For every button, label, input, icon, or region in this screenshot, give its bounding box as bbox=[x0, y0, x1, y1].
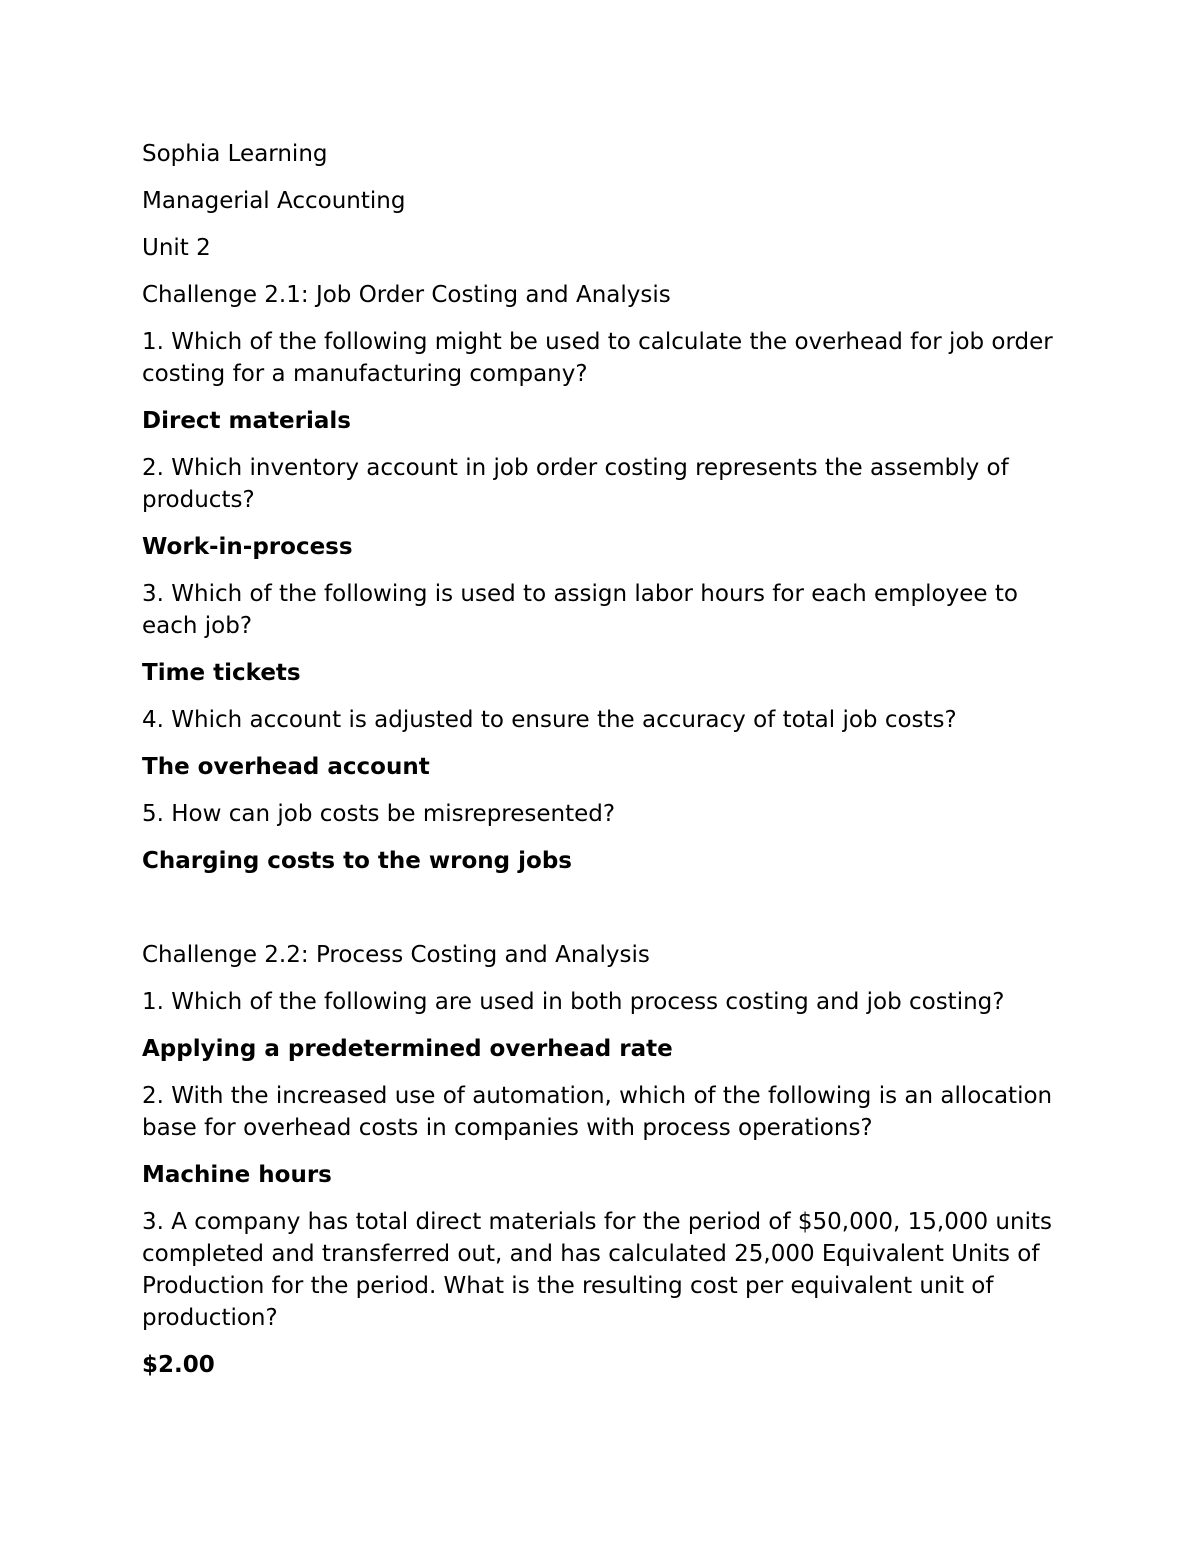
challenge-2-2-title: Challenge 2.2: Process Costing and Analysis bbox=[142, 942, 650, 968]
challenge-2-1-title: Challenge 2.1: Job Order Costing and Analysis bbox=[142, 282, 671, 308]
question-text: 4. Which account is adjusted to ensure the accuracy of total job costs? bbox=[142, 707, 957, 733]
question-text: 3. Which of the following is used to assign labor hours for each employee to each job? bbox=[142, 581, 1018, 639]
answer-text: Work-in-process bbox=[142, 534, 353, 560]
question-text: 1. Which of the following are used in both process costing and job costing? bbox=[142, 989, 1005, 1015]
question-text: 1. Which of the following might be used to calculate the overhead for job order costing for a manufacturing company? bbox=[142, 329, 1053, 387]
answer-text: Time tickets bbox=[142, 660, 301, 686]
unit-label: Unit 2 bbox=[142, 235, 211, 261]
answer-text: $2.00 bbox=[142, 1352, 215, 1378]
document-page bbox=[142, 138, 1062, 1396]
answer-text: The overhead account bbox=[142, 754, 430, 780]
question-text: 5. How can job costs be misrepresented? bbox=[142, 801, 616, 827]
answer-text: Applying a predetermined overhead rate bbox=[142, 1036, 673, 1062]
question-text: 2. With the increased use of automation, which of the following is an allocation base for overhead costs in companies with process operations? bbox=[142, 1083, 1053, 1141]
section-spacer bbox=[142, 892, 1062, 939]
question-text: 2. Which inventory account in job order costing represents the assembly of products? bbox=[142, 455, 1009, 513]
course-name: Managerial Accounting bbox=[142, 188, 406, 214]
answer-text: Machine hours bbox=[142, 1162, 332, 1188]
question-text: 3. A company has total direct materials for the period of $50,000, 15,000 units completed and transferred out, and has calculated 25,000 Equivalent Units of Production for the period. What is the resulting cost per equivalent unit of production? bbox=[142, 1209, 1052, 1331]
school-name: Sophia Learning bbox=[142, 141, 328, 167]
answer-text: Direct materials bbox=[142, 408, 351, 434]
answer-text: Charging costs to the wrong jobs bbox=[142, 848, 572, 874]
